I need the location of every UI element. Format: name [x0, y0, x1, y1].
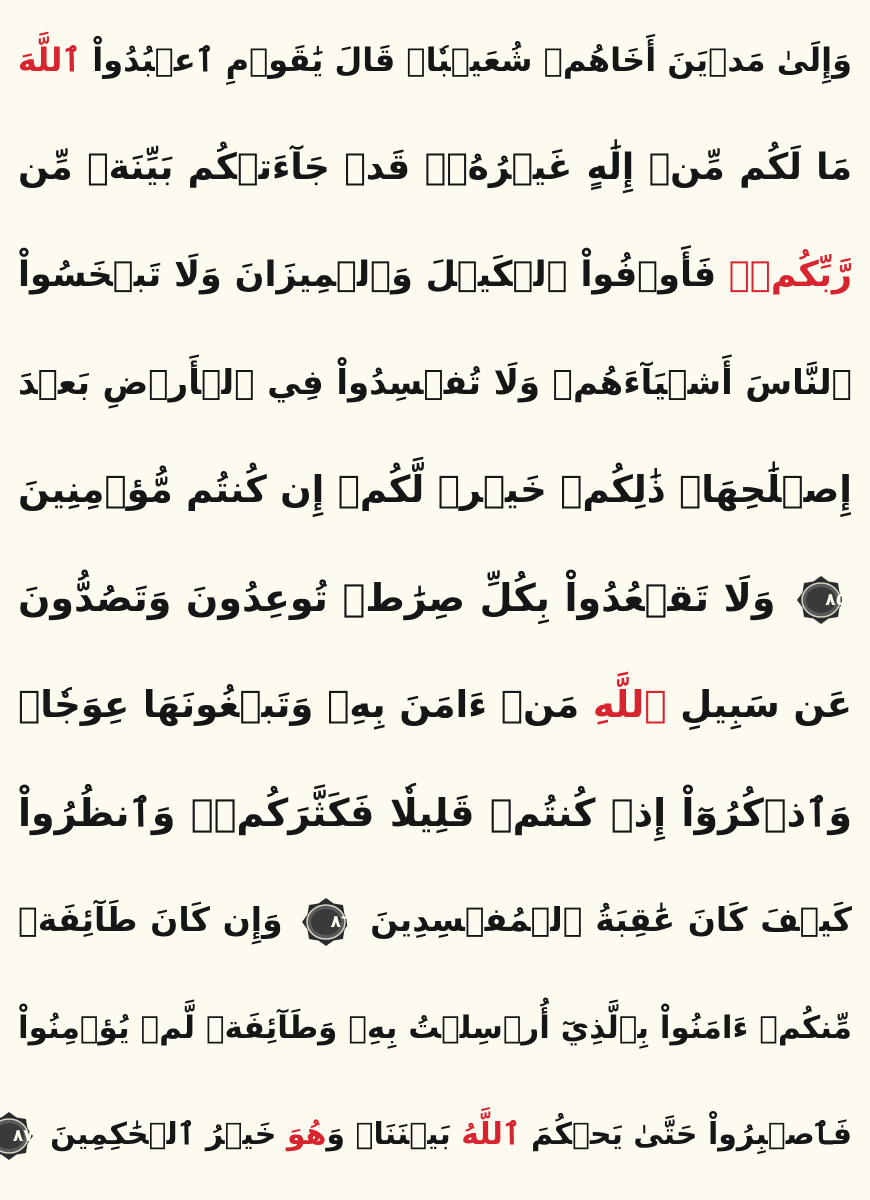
divine-name-text: ٱللَّهُ	[461, 1117, 521, 1152]
verse-line	[18, 757, 852, 869]
verse-line	[12, 1079, 852, 1191]
ayah-number: ٨٥	[825, 590, 846, 610]
verse-line	[18, 972, 852, 1084]
verse-text: فَأَوۡفُواْ ٱلۡكَيۡلَ وَٱلۡمِيزَانَ وَلَا تَبۡخَسُواْ	[18, 255, 729, 295]
verse-text: مَا لَكُم مِّنۡ إِلَٰهٍ غَيۡرُهُۥۖ قَدۡ جَآءَتۡكُم بَيِّنَةٞ مِّن	[18, 146, 852, 188]
verse-text: بَيۡنَنَاۚ وَ	[326, 1117, 462, 1152]
verse-text: وَلَا تَقۡعُدُواْ بِكُلِّ صِرَٰطٖ تُوعِدُونَ وَتَصُدُّونَ	[18, 575, 790, 620]
verse-text: مِّنكُمۡ ءَامَنُواْ بِٱلَّذِيٓ أُرۡسِلۡتُ بِهِۦ وَطَآئِفَةٞ لَّمۡ يُؤۡمِنُواْ	[18, 1009, 852, 1046]
divine-name-text: هُوَ	[286, 1117, 327, 1152]
ayah-number: ٨٦	[330, 911, 352, 932]
verse-text: خَيۡرُ ٱلۡحَٰكِمِينَ	[39, 1117, 287, 1152]
verse-lines	[12, 0, 852, 1200]
verse-text: وَإِلَىٰ مَدۡيَنَ أَخَاهُمۡ شُعَيۡبٗاۚ قَالَ يَٰقَوۡمِ ٱعۡبُدُواْ	[81, 41, 852, 79]
divine-name-text: ٱللَّهِ	[592, 683, 667, 726]
verse-line	[18, 219, 852, 331]
ayah-number-marker	[301, 897, 351, 947]
verse-text: مَنۡ ءَامَنَ بِهِۦ وَتَبۡغُونَهَا عِوَجٗاۚ	[18, 683, 593, 726]
verse-text: إِصۡلَٰحِهَاۚ ذَٰلِكُمۡ خَيۡرٞ لَّكُمۡ إِن كُنتُم مُّؤۡمِنِينَ	[18, 468, 852, 511]
verse-text: فَٱصۡبِرُواْ حَتَّىٰ يَحۡكُمَ	[520, 1117, 852, 1152]
ayah-number: ٨٧	[12, 1125, 34, 1146]
verse-text: ٱلنَّاسَ أَشۡيَآءَهُمۡ وَلَا تُفۡسِدُواْ فِي ٱلۡأَرۡضِ بَعۡدَ	[18, 362, 852, 403]
verse-text: وَٱذۡكُرُوٓاْ إِذۡ كُنتُمۡ قَلِيلٗا فَكَثَّرَكُمۡۖ وَٱنظُرُواْ	[18, 790, 852, 835]
verse-line	[18, 112, 852, 224]
verse-line	[18, 4, 852, 116]
ayah-number-marker	[0, 1111, 34, 1161]
verse-text: كَيۡفَ كَانَ عَٰقِبَةُ ٱلۡمُفۡسِدِينَ	[357, 900, 852, 939]
divine-name-text: رَّبِّكُمۡۖ	[728, 255, 852, 295]
verse-text: وَإِن كَانَ طَآئِفَةٞ	[18, 900, 296, 939]
verse-line	[18, 434, 852, 546]
verse-text: عَن سَبِيلِ	[666, 683, 852, 726]
ayah-number-marker	[796, 575, 846, 625]
verse-line	[18, 327, 852, 439]
divine-name-text: ٱللَّهَ	[17, 41, 82, 79]
verse-line	[18, 649, 852, 761]
verse-line	[18, 542, 852, 654]
verse-line	[18, 864, 852, 976]
